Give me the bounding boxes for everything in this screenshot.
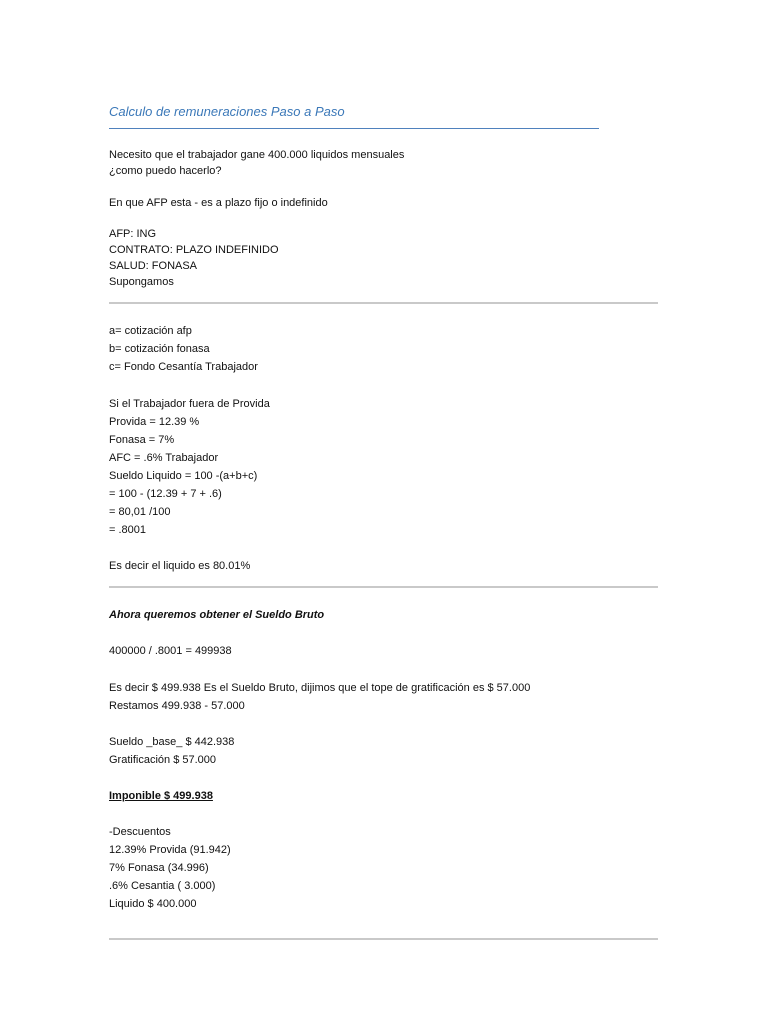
calculation-line: = .8001 — [109, 524, 147, 536]
bruto-heading-block — [109, 607, 324, 623]
info-line: CONTRATO: PLAZO INDEFINIDO — [109, 244, 279, 256]
descuento-line: 12.39% Provida (91.942) — [109, 844, 231, 856]
calculation-line: = 100 - (12.39 + 7 + .6) — [109, 488, 222, 500]
descuento-line: -Descuentos — [109, 826, 171, 838]
question-text — [109, 195, 328, 211]
bruto-heading: Ahora queremos obtener el Sueldo Bruto — [109, 609, 325, 621]
calculation-line: AFC = .6% Trabajador — [109, 452, 219, 464]
calculation-line: Si el Trabajador fuera de Provida — [109, 398, 270, 410]
question-line: En que AFP esta - es a plazo fijo o indefinido — [109, 197, 328, 209]
definitions-block — [109, 322, 258, 376]
definition-line: a= cotización afp — [109, 325, 192, 337]
calculation-line: Sueldo Liquido = 100 -(a+b+c) — [109, 470, 258, 482]
section-divider — [109, 302, 658, 304]
calculation-line: = 80,01 /100 — [109, 506, 171, 518]
info-block — [109, 226, 279, 290]
bruto-formula-block — [109, 643, 232, 659]
info-line: Supongamos — [109, 276, 174, 288]
definition-line: b= cotización fonasa — [109, 343, 210, 355]
calculation-block — [109, 395, 270, 539]
conclusion-line: Es decir el liquido es 80.01% — [109, 560, 251, 572]
section-divider — [109, 938, 658, 940]
calculation-line: Provida = 12.39 % — [109, 416, 200, 428]
imponible-total: Imponible $ 499.938 — [109, 790, 213, 802]
conclusion-text — [109, 558, 250, 574]
descuento-line: .6% Cesantia ( 3.000) — [109, 880, 216, 892]
descuentos-block — [109, 823, 231, 913]
info-line: AFP: ING — [109, 228, 157, 240]
breakdown-block — [109, 733, 234, 769]
descuento-line: 7% Fonasa (34.996) — [109, 862, 209, 874]
section-divider — [109, 586, 658, 588]
intro-line: ¿como puedo hacerlo? — [109, 165, 222, 177]
intro-block — [109, 147, 404, 179]
explanation-line: Es decir $ 499.938 Es el Sueldo Bruto, dijimos que el tope de gratificación es $ 57.000 — [109, 682, 531, 694]
imponible-block — [109, 788, 213, 804]
title-underline — [109, 128, 599, 129]
descuento-line: Liquido $ 400.000 — [109, 898, 197, 910]
explanation-line: Restamos 499.938 - 57.000 — [109, 700, 245, 712]
calculation-line: Fonasa = 7% — [109, 434, 175, 446]
document-title: Calculo de remuneraciones Paso a Paso — [109, 104, 345, 119]
definition-line: c= Fondo Cesantía Trabajador — [109, 361, 258, 373]
bruto-explanation-block — [109, 679, 530, 715]
info-line: SALUD: FONASA — [109, 260, 198, 272]
intro-line: Necesito que el trabajador gane 400.000 liquidos mensuales — [109, 149, 405, 161]
breakdown-line: Sueldo _base_ $ 442.938 — [109, 736, 235, 748]
bruto-formula: 400000 / .8001 = 499938 — [109, 645, 232, 657]
breakdown-line: Gratificación $ 57.000 — [109, 754, 217, 766]
